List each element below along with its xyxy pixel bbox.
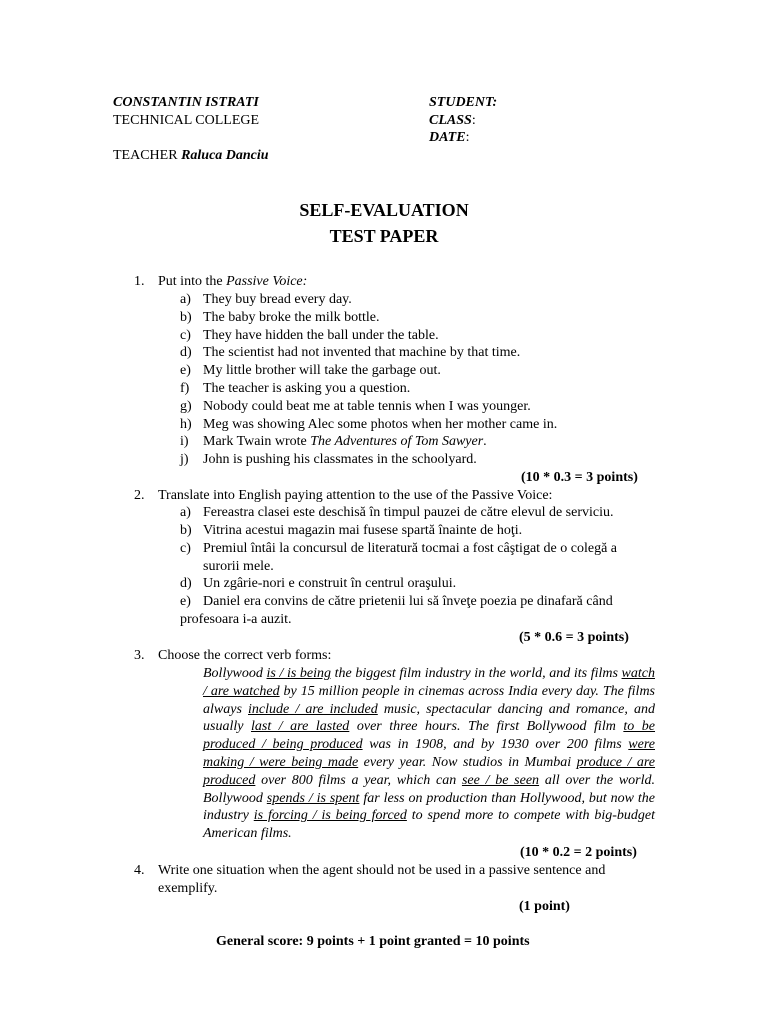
q3-text: every year. Now studios in Mumbai — [358, 754, 577, 770]
date-colon: : — [465, 130, 470, 145]
q3-text: all over the world. Bollywood — [203, 772, 655, 806]
q4-number: 4. — [134, 863, 145, 878]
q3-prompt: Choose the correct verb forms: — [158, 648, 332, 663]
q2-item-e-text-line2: profesoara i-a auzit. — [180, 612, 292, 627]
q2-item-e-letter: e) — [180, 594, 191, 609]
q3-paragraph — [203, 665, 655, 843]
q3-text: was in 1908, and by 1930 over 200 films — [362, 737, 629, 753]
q1-item-text: They buy bread every day. — [203, 292, 352, 307]
q1-prompt — [158, 273, 307, 291]
q2-item-c-text-line1: Premiul întâi la concursul de literatură tocmai a fost câştigat de o colegă a — [203, 541, 618, 556]
q3-text: far less on production than Hollywood, but now the industry — [203, 790, 656, 824]
date-label: DATE — [429, 130, 466, 145]
q2-item-d-text: Un zgârie-nori e construit în centrul oraşului. — [203, 576, 457, 591]
q3-text: over three hours. The first Bollywood film — [349, 719, 624, 735]
q2-item-b-letter: b) — [180, 523, 192, 538]
q1-points: (10 * 0.3 = 3 points) — [521, 470, 638, 485]
q3-choice: watch / are watched — [203, 666, 655, 699]
q2-item-c-text-line2: surorii mele. — [203, 559, 274, 574]
q1-item-letter: b) — [180, 310, 192, 325]
q1-item-text: The scientist had not invented that machine by that time. — [203, 345, 521, 360]
q2-item-a-letter: a) — [180, 505, 191, 520]
q1-item-text: The teacher is asking you a question. — [203, 381, 411, 396]
q1-number: 1. — [134, 274, 145, 289]
q3-choice: include / are included — [248, 701, 378, 717]
q3-choice: spends / is spent — [266, 790, 360, 806]
q1-item-text: Nobody could beat me at table tennis when I was younger. — [203, 399, 531, 414]
q3-number: 3. — [134, 648, 145, 663]
q1-item-letter: f) — [180, 381, 190, 396]
class-colon: : — [471, 113, 476, 128]
q4-points: (1 point) — [519, 899, 570, 914]
q1-item-i-title: The Adventures of Tom Sawyer — [310, 434, 484, 449]
q3-choice: to be produced / being produced — [203, 719, 656, 753]
q1-item-letter: e) — [180, 363, 191, 378]
q2-item-d-letter: d) — [180, 576, 192, 591]
q2-item-e-text-line1: Daniel era convins de către prietenii lui să înveţe poezia pe dinafară când — [203, 594, 613, 609]
q2-item-c-letter: c) — [180, 541, 191, 556]
q2-item-b-text: Vitrina acestui magazin mai fusese spartă înainte de hoţi. — [203, 523, 523, 538]
q1-item-text: They have hidden the ball under the table. — [203, 328, 439, 343]
q1-item-i-pre: Mark Twain wrote — [203, 434, 311, 449]
q1-item-text: The baby broke the milk bottle. — [203, 310, 380, 325]
class-line — [429, 112, 476, 130]
q2-prompt: Translate into English paying attention to the use of the Passive Voice: — [158, 488, 553, 503]
q1-item-letter: a) — [180, 292, 191, 307]
q3-points: (10 * 0.2 = 2 points) — [520, 845, 637, 860]
q3-text: music, spectacular dancing and romance, and usually — [203, 701, 655, 735]
q3-choice: is / is being — [266, 666, 331, 681]
q1-item-j-text: John is pushing his classmates in the schoolyard. — [203, 452, 477, 467]
q4-prompt-line1: Write one situation when the agent should not be used in a passive sentence and — [158, 863, 606, 878]
general-score: General score: 9 points + 1 point granted = 10 points — [216, 934, 530, 949]
q3-text: Bollywood — [203, 666, 267, 681]
q1-item-j-letter: j) — [180, 452, 189, 467]
q3-text: the biggest film industry in the world, and its films — [331, 666, 622, 681]
class-label: CLASS — [429, 113, 472, 128]
q3-choice: is forcing / is being forced — [253, 808, 407, 824]
teacher-line — [113, 147, 269, 165]
q3-text: over 800 films a year, which can — [255, 772, 462, 788]
q3-choice: were making / were being made — [203, 737, 655, 770]
college-name-line1: CONSTANTIN ISTRATI — [113, 95, 259, 110]
q2-item-a-text: Fereastra clasei este deschisă în timpul pauzei de către elevul de serviciu. — [203, 505, 614, 520]
q1-item-letter: d) — [180, 345, 192, 360]
q1-item-letter: h) — [180, 417, 192, 432]
q1-item-i-letter: i) — [180, 434, 189, 449]
q1-prompt-emphasis: Passive Voice: — [226, 274, 308, 289]
teacher-label: TEACHER — [113, 148, 178, 163]
student-label: STUDENT: — [429, 95, 498, 110]
q1-item-i-text — [203, 433, 487, 451]
q1-item-text: My little brother will take the garbage out. — [203, 363, 441, 378]
date-line — [429, 129, 469, 147]
q4-prompt-line2: exemplify. — [158, 881, 218, 896]
q2-number: 2. — [134, 488, 145, 503]
q1-item-text: Meg was showing Alec some photos when her mother came in. — [203, 417, 558, 432]
q1-item-i-post: . — [483, 434, 487, 449]
teacher-name: Raluca Danciu — [181, 148, 269, 163]
q2-points: (5 * 0.6 = 3 points) — [519, 630, 629, 645]
college-name-line2: TECHNICAL COLLEGE — [113, 113, 260, 128]
q3-choice: see / be seen — [461, 772, 540, 788]
title-line1: SELF-EVALUATION — [299, 200, 469, 220]
q1-prompt-text: Put into the — [158, 274, 227, 289]
q1-item-letter: c) — [180, 328, 191, 343]
q3-text: to spend more to compete with big-budget American films. — [203, 808, 656, 842]
q3-choice: produce / are produced — [203, 754, 656, 788]
q1-item-letter: g) — [180, 399, 192, 414]
q3-text: by 15 million people in cinemas across India every day. The films always — [203, 683, 656, 717]
q3-choice: last / are lasted — [250, 719, 350, 735]
title-line2: TEST PAPER — [329, 226, 439, 246]
